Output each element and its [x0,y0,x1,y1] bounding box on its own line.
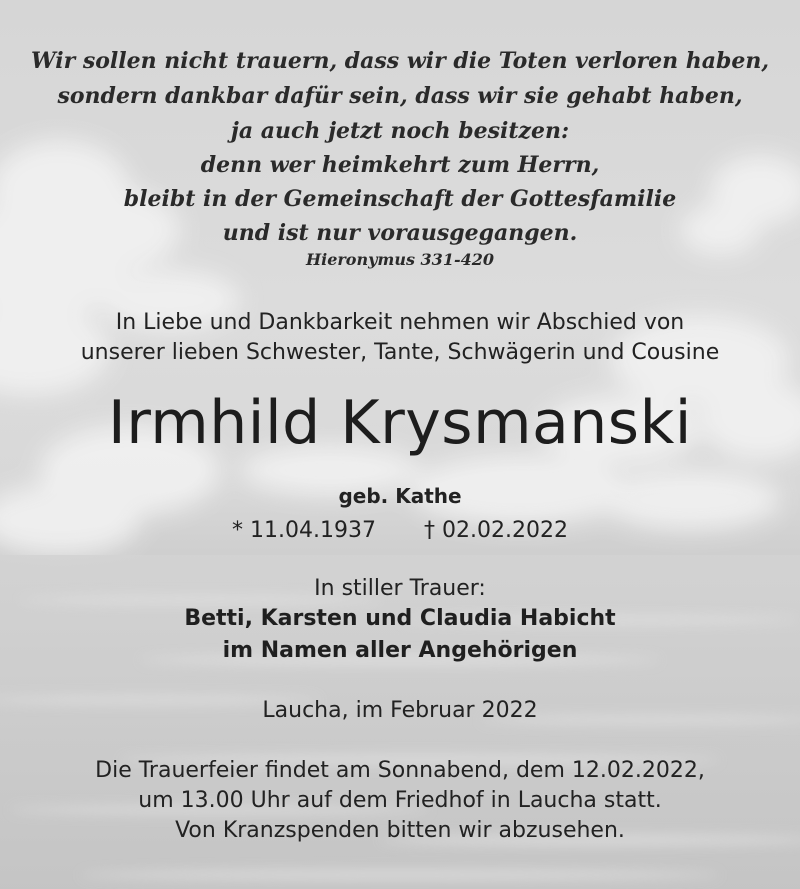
intro-line-2: unserer lieben Schwester, Tante, Schwägerin und Cousine [80,340,720,365]
death-date: † 02.02.2022 [424,518,568,543]
quote-line-4: denn wer heimkehrt zum Herrn, [200,152,600,178]
quote-line-1: Wir sollen nicht trauern, dass wir die Toten verloren haben, [30,48,770,74]
intro-line-1: In Liebe und Dankbarkeit nehmen wir Abschied von [115,310,685,335]
quote-line-6: und ist nur vorausgegangen. [222,220,578,246]
mourners-line-1: Betti, Karsten und Claudia Habicht [184,606,616,631]
funeral-line-1: Die Trauerfeier findet am Sonnabend, dem 12.02.2022, [95,758,705,783]
birth-date: * 11.04.1937 [232,518,376,543]
mourners-line-2: im Namen aller Angehörigen [222,638,578,663]
deceased-name: Irmhild Krysmanski [108,388,692,458]
place-date: Laucha, im Februar 2022 [262,698,538,723]
funeral-line-3: Von Kranzspenden bitten wir abzusehen. [175,818,625,843]
quote-line-3: ja auch jetzt noch besitzen: [230,118,570,144]
mourning-heading: In stiller Trauer: [314,576,486,601]
quote-author: Hieronymus 331-420 [306,250,494,269]
quote-line-5: bleibt in der Gemeinschaft der Gottesfamilie [123,186,677,212]
quote-line-2: sondern dankbar dafür sein, dass wir sie gehabt haben, [57,83,743,109]
life-dates [0,518,800,543]
birth-name: geb. Kathe [338,484,462,508]
funeral-line-2: um 13.00 Uhr auf dem Friedhof in Laucha statt. [138,788,662,813]
